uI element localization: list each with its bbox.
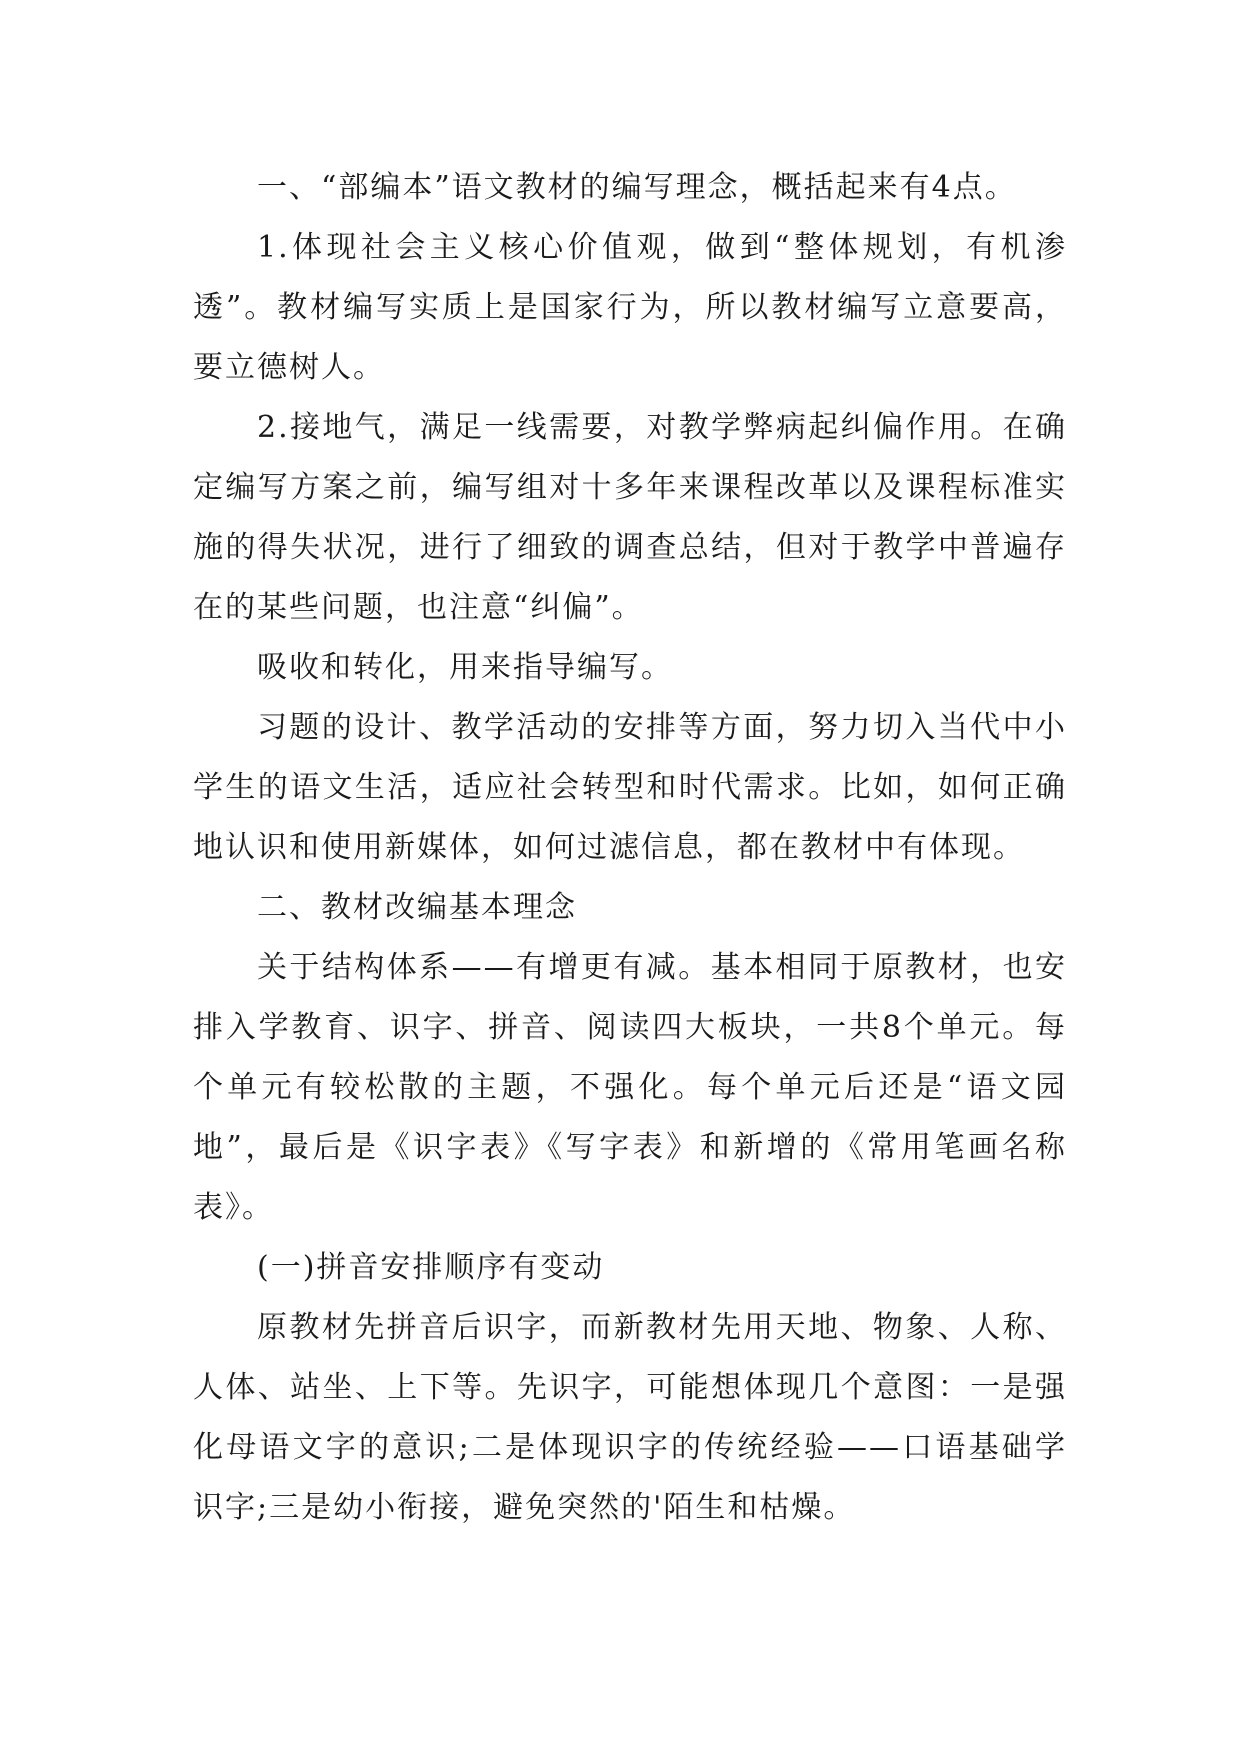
document-page	[193, 158, 1067, 1538]
subsection-heading: (一)拼音安排顺序有变动	[257, 1250, 605, 1285]
body-paragraph: 关于结构体系——有增更有减。基本相同于原教材，也安排入学教育、识字、拼音、阅读四大板块，一共8个单元。每个单元有较松散的主题，不强化。每个单元后还是“语文园地”，最后是《识字表》《写字表》和新增的《常用笔画名称表》。	[193, 950, 1067, 1225]
section-heading-1: 一、“部编本”语文教材的编写理念，概括起来有4点。	[257, 170, 1017, 205]
section-heading-2: 二、教材改编基本理念	[257, 890, 577, 925]
body-paragraph: 原教材先拼音后识字，而新教材先用天地、物象、人称、人体、站坐、上下等。先识字，可能想体现几个意图：一是强化母语文字的意识;二是体现识字的传统经验——口语基础学识字;三是幼小衔接，避免突然的'陌生和枯燥。	[193, 1310, 1067, 1525]
body-paragraph: 习题的设计、教学活动的安排等方面，努力切入当代中小学生的语文生活，适应社会转型和时代需求。比如，如何正确地认识和使用新媒体，如何过滤信息，都在教材中有体现。	[193, 710, 1067, 865]
body-paragraph: 2.接地气，满足一线需要，对教学弊病起纠偏作用。在确定编写方案之前，编写组对十多年来课程改革以及课程标准实施的得失状况，进行了细致的调查总结，但对于教学中普遍存在的某些问题，也注意“纠偏”。	[193, 410, 1067, 625]
body-paragraph: 1.体现社会主义核心价值观，做到“整体规划，有机渗透”。教材编写实质上是国家行为，所以教材编写立意要高，要立德树人。	[193, 230, 1067, 385]
body-paragraph: 吸收和转化，用来指导编写。	[257, 650, 673, 685]
